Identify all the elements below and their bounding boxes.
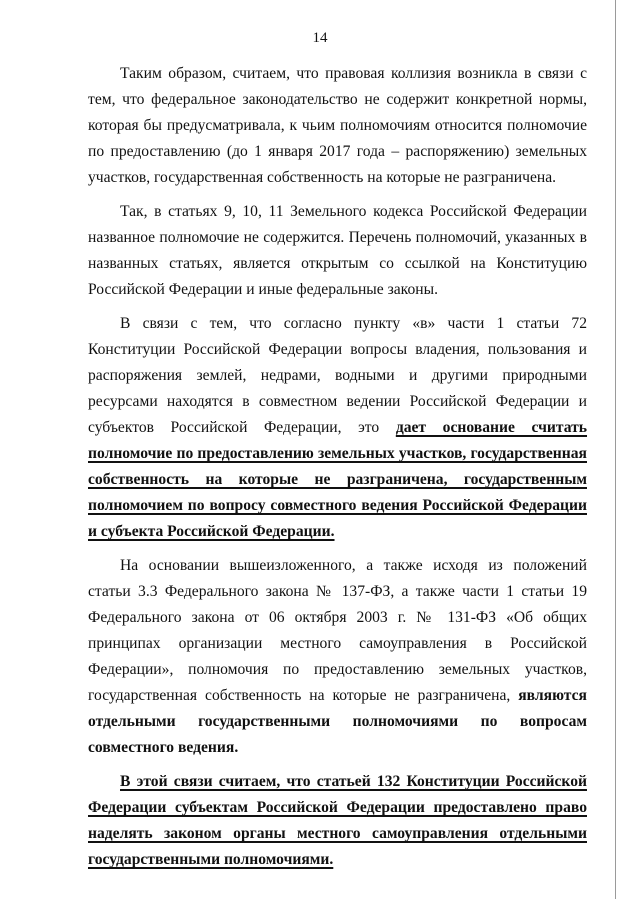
document-body bbox=[88, 61, 587, 881]
paragraph-legal-collision bbox=[88, 61, 587, 191]
emphasis-bold: являются отдельными государственными полномочиями по вопросам совместного ведения. bbox=[88, 687, 587, 756]
emphasis-underlined-bold: В этой связи считаем, что статьей 132 Конституции Российской Федерации субъектам Российской Федерации предоставлено право наделять законом органы местного самоуправления отдельными государственными полномочиями. bbox=[88, 773, 587, 868]
paragraph-text: Так, в статьях 9, 10, 11 Земельного кодекса Российской Федерации названное полномочие не содержится. Перечень полномочий, указанных в названных статьях, является открытым со ссылкой на Конституцию Российской Федерации и иные федеральные законы. bbox=[88, 203, 587, 298]
emphasis-underlined-bold: дает основание считать полномочие по предоставлению земельных участков, государственная собственность на которые не разграничена, государственным полномочием по вопросу совместного ведения Российской Федерации и субъекта Российской Федерации. bbox=[88, 419, 588, 540]
paragraph-joint-jurisdiction bbox=[88, 311, 587, 545]
paragraph-conclusion bbox=[88, 769, 587, 873]
paragraph-text: В связи с тем, что согласно пункту «в» части 1 статьи 72 Конституции Российской Федерации вопросы владения, пользования и распоряжения землей, недрами, водными и другими природными ресурсами находятся в совместном ведении Российской Федерации и субъектов Российской Федерации, это bbox=[88, 315, 587, 436]
paragraph-text: Таким образом, считаем, что правовая коллизия возникла в связи с тем, что федеральное законодательство не содержит конкретной нормы, которая бы предусматривала, к чьим полномочиям относится полномочие по предоставлению (до 1 января 2017 года – распоряжению) земельных участков, государственная собственность на которые не разграничена. bbox=[88, 65, 587, 186]
paragraph-federal-law-basis bbox=[88, 553, 587, 761]
paragraph-text: На основании вышеизложенного, а также исходя из положений статьи 3.3 Федерального закона № 137-ФЗ, а также части 1 статьи 19 Федерального закона от 06 октября 2003 г. № 131-ФЗ «Об общих принципах организации местного самоуправления в Российской Федерации», полномочия по предоставлению земельных участков, государственная собственность на которые не разграничена, bbox=[88, 557, 587, 704]
page-edge-line bbox=[615, 0, 616, 899]
page-number: 14 bbox=[312, 30, 328, 46]
paragraph-land-code-articles bbox=[88, 199, 587, 303]
